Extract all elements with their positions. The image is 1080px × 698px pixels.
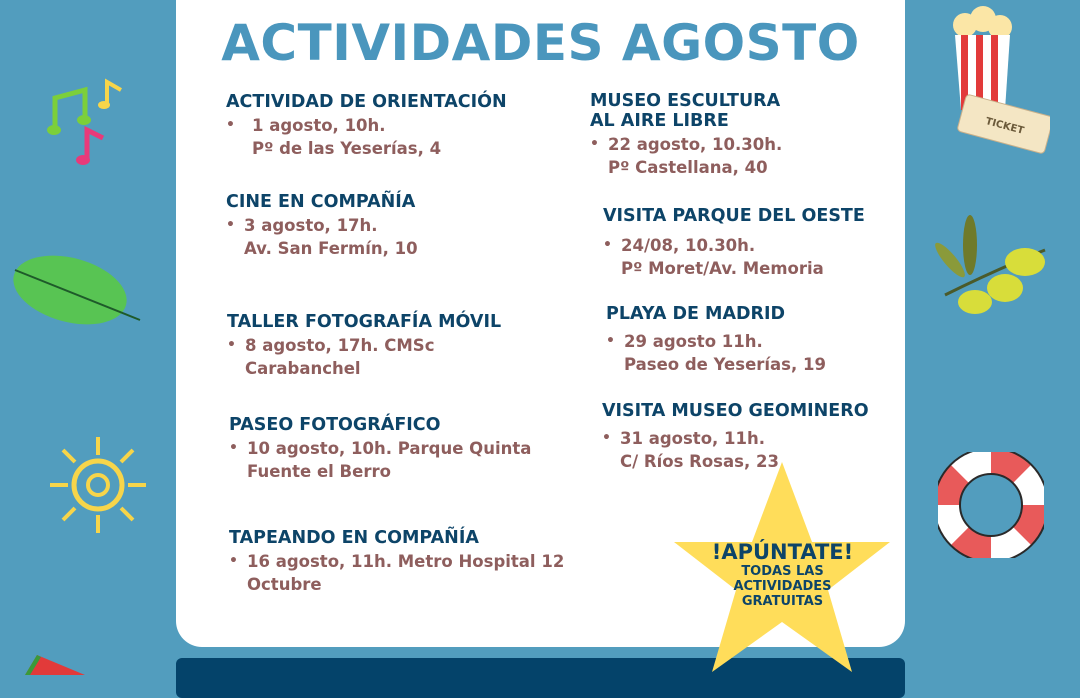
event-heading: CINE EN COMPAÑÍA [226,192,416,212]
watermelon-icon [25,655,85,675]
event-playa-madrid [606,304,906,376]
event-heading: TALLER FOTOGRAFÍA MÓVIL [227,312,502,332]
poster-title: ACTIVIDADES AGOSTO [221,14,860,72]
event-details: • 22 agosto, 10.30h. Pº Castellana, 40 [590,133,920,179]
life-ring-icon [938,452,1044,558]
event-taller-fotografia [227,312,557,380]
event-tapeando [229,528,569,596]
event-heading: PLAYA DE MADRID [606,304,786,324]
popcorn-ticket-icon [945,5,1050,155]
event-parque-oeste [603,206,903,280]
olive-branch-icon [935,210,1050,320]
svg-text:TICKET: TICKET [984,116,1026,137]
event-details: • 1 agosto, 10h. Pº de las Yeserías, 4 [226,114,556,160]
signup-subtext: TODAS LAS ACTIVIDADES GRATUITAS [733,564,832,609]
music-notes-icon [45,78,130,168]
event-heading: MUSEO ESCULTURA AL AIRE LIBRE [590,91,781,131]
event-details: • 24/08, 10.30h. Pº Moret/Av. Memoria [603,234,903,280]
event-details: • 3 agosto, 17h. Av. San Fermín, 10 [226,214,556,260]
signup-headline: !APÚNTATE! [711,540,854,564]
event-paseo-fotografico [229,415,569,483]
event-details: • 16 agosto, 11h. Metro Hospital 12 Octubre [229,550,569,596]
event-heading: PASEO FOTOGRÁFICO [229,415,441,435]
event-details: • 31 agosto, 11h. C/ Ríos Rosas, 23 [602,427,902,473]
sun-icon [48,435,148,535]
event-heading: VISITA PARQUE DEL OESTE [603,206,865,226]
event-heading: ACTIVIDAD DE ORIENTACIÓN [226,92,507,112]
signup-badge [700,540,865,609]
event-orientacion [226,92,556,160]
palm-leaf-icon [10,250,145,340]
event-details: • 8 agosto, 17h. CMSc Carabanchel [227,334,557,380]
event-details: • 10 agosto, 10h. Parque Quinta Fuente el Berro [229,437,569,483]
event-museo-escultura [590,91,920,179]
event-cine [226,192,556,260]
event-details: • 29 agosto 11h. Paseo de Yeserías, 19 [606,330,906,376]
event-heading: VISITA MUSEO GEOMINERO [602,401,869,421]
event-heading: TAPEANDO EN COMPAÑÍA [229,528,479,548]
